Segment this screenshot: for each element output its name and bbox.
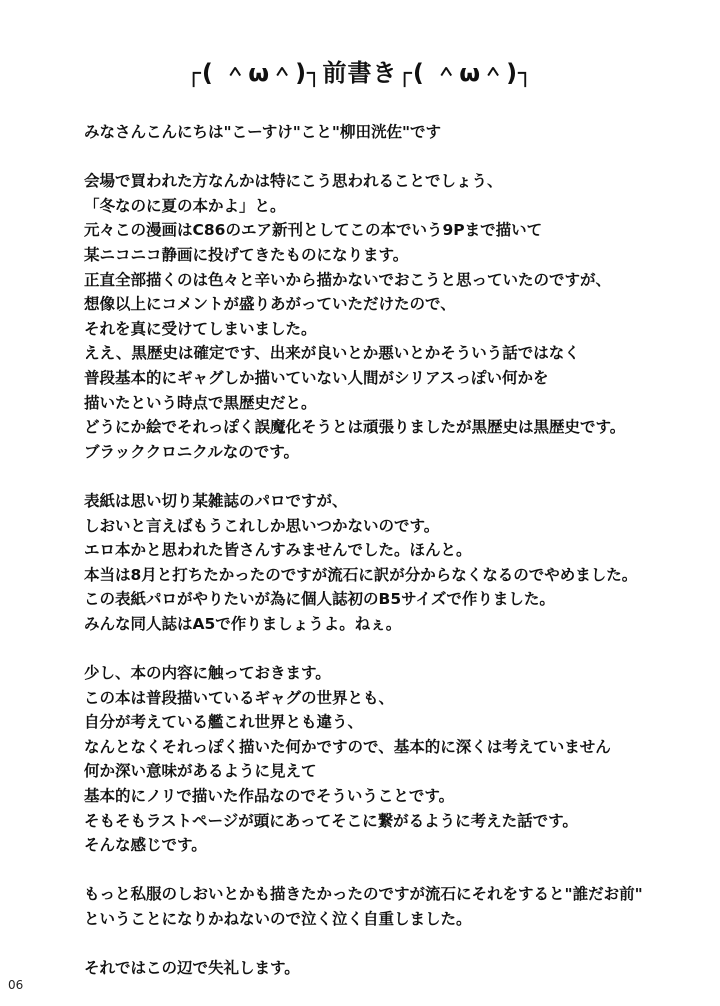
text-line: 普段基本的にギャグしか描いていない人間がシリアスっぽい何かを [84,368,549,387]
text-line: 元々この漫画はC86のエア新刊としてこの本でいう9Pまで描いて [84,221,543,240]
text-line: 某ニコニコ静画に投げてきたものになります。 [84,245,409,264]
text-line: なんとなくそれっぽく描いた何かですので、基本的に深くは考えていません [84,737,611,756]
text-line [84,932,704,957]
text-line: ブラッククロニクルなのです。 [84,442,299,461]
text-line: 正直全部描くのは色々と辛いから描かないでおこうと思っていたのですが、 [84,270,612,289]
text-line: 何か深い意味があるように見えて [84,762,317,781]
text-line: エロ本かと思われた皆さんすみませんでした。ほんと。 [84,541,472,560]
text-line: ということになりかねないので泣く泣く自重しました。 [84,910,472,928]
text-line [84,145,704,170]
text-line: 描いたという時点で黒歴史だと。 [84,393,317,412]
text-line: ええ、黒歴史は確定です、出来が良いとか悪いとかそういう話ではなく [84,344,580,363]
text-line: そもそもラストページが頭にあってそこに繋がるように考えた話です。 [84,811,578,830]
text-line: 想像以上にコメントが盛りあがっていただけたので、 [84,295,456,314]
text-line [84,464,704,489]
text-line: もっと私服のしおいとかも描きたかったのですが流石にそれをすると"誰だお前" [84,885,643,904]
text-line: 「冬なのに夏の本かよ」と。 [84,196,286,215]
text-line: それではこの辺で失礼します。 [84,959,300,978]
text-line: 本当は8月と打ちたかったのですが流石に訳が分からなくなるのでやめました。 [84,565,638,584]
page-title: ┌( ＾ω＾)┐前書き┌( ＾ω＾)┐ [186,59,534,87]
text-line [84,858,704,883]
text-line: そんな感じです。 [84,836,207,855]
text-line: 少し、本の内容に触っておきます。 [84,664,331,683]
text-line: 基本的にノリで描いた作品なのでそういうことです。 [84,787,455,806]
text-line: どうにか絵でそれっぽく誤魔化そうとは頑張りましたが黒歴史は黒歴史です。 [84,418,626,437]
text-line: みんな同人誌はA5で作りましょうよ。ねぇ。 [84,614,402,633]
page-number: 06 [8,978,24,992]
text-line: この本は普段描いているギャグの世界とも、 [84,688,395,707]
text-line [84,636,704,661]
text-line: この表紙パロがやりたいが為に個人誌初のB5サイズで作りました。 [84,590,555,609]
text-line: みなさんこんにちは"こーすけ"こと"柳田洸佐"です [84,123,442,141]
text-line: 表紙は思い切り某雑誌のパロですが、 [84,491,348,510]
text-line: それを真に受けてしまいました。 [84,319,317,338]
text-line: しおいと言えばもうこれしか思いつかないのです。 [84,516,440,535]
preface-body [84,120,704,981]
text-line: 自分が考えている艦これ世界とも違う、 [84,713,364,732]
text-line: 会場で買われた方なんかは特にこう思われることでしょう、 [84,172,503,191]
